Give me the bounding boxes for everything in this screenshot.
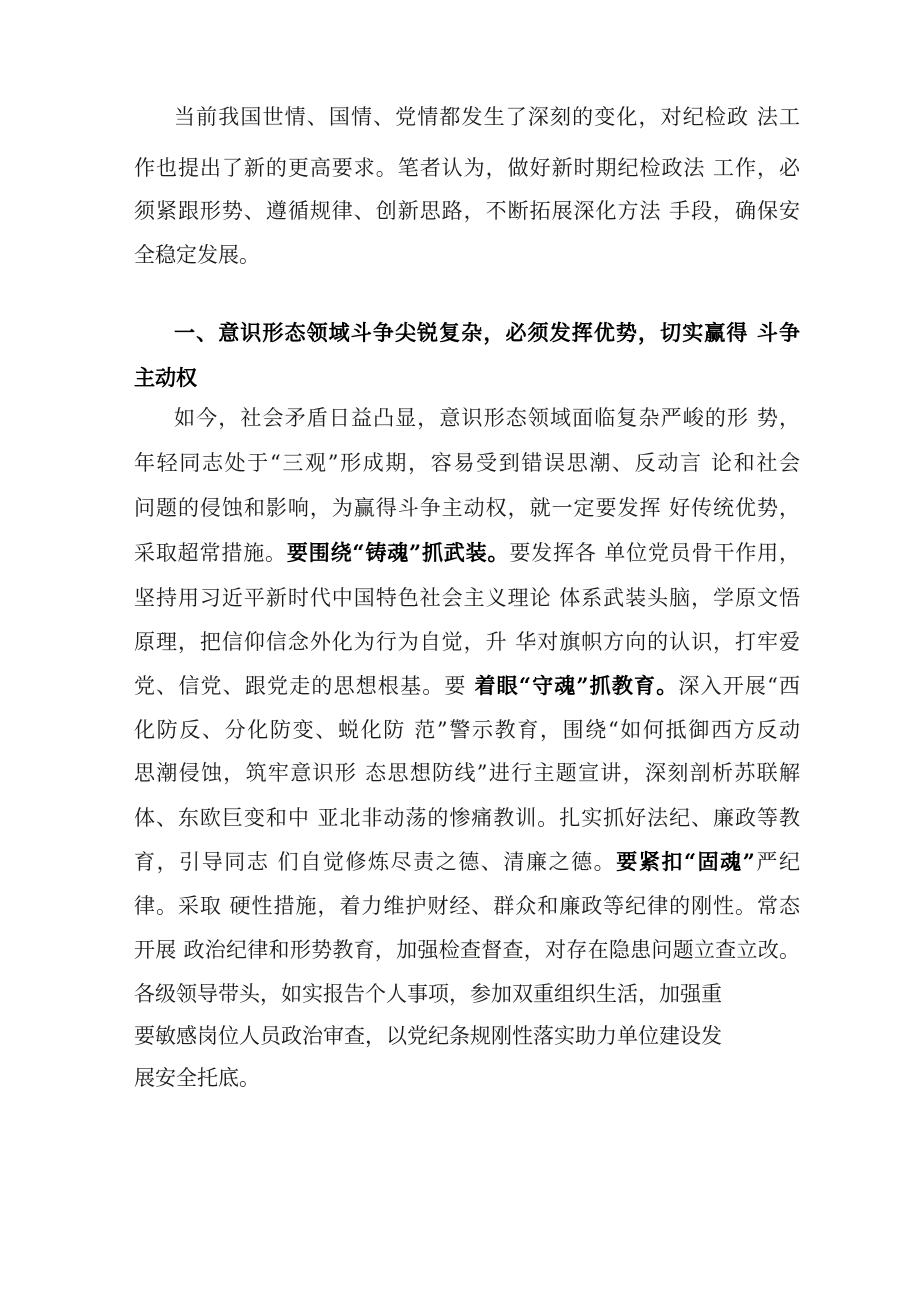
bold-text: 一、意识形态领域斗争尖锐复杂，必须发挥优势，切实赢得 斗争: [174, 320, 800, 345]
paragraph-line: [134, 450, 800, 476]
text-run: 采取超常措施。: [134, 541, 287, 565]
section-heading-line: [174, 320, 800, 346]
paragraph-line: [134, 981, 722, 1007]
text-run: 原理，把信仰信念外化为行为自觉，升 华对旗帜方向的认识，打牢爱: [134, 630, 800, 654]
paragraph-line: [134, 155, 800, 181]
paragraph-line: [134, 893, 800, 919]
paragraph-line: [134, 1023, 722, 1049]
text-run: 化防反、分化防变、蜕化防 范”警示教育，围绕“如何抵御西方反动: [134, 718, 800, 742]
paragraph-line: [134, 629, 800, 655]
bold-text: 要紧扣“固魂”: [616, 849, 755, 874]
paragraph-line: [134, 673, 800, 699]
text-run: 展安全托底。: [134, 1066, 260, 1090]
text-run: 开展 政治纪律和形势教育，加强检查督查，对存在隐患问题立查立改。: [134, 938, 800, 962]
text-run: 要敏感岗位人员政治审查，以党纪条规刚性落实助力单位建设发: [134, 1024, 722, 1048]
paragraph-line: [134, 495, 800, 521]
text-run: 年轻同志处于“三观”形成期，容易受到错误思潮、反动言 论和社会: [134, 451, 800, 475]
paragraph-line: [134, 849, 800, 875]
paragraph-line: [134, 760, 800, 786]
text-run: 党、信党、跟党走的思想根基。要: [134, 674, 475, 698]
text-run: 问题的侵蚀和影响，为赢得斗争主动权，就一定要发挥 好传统优势，: [134, 496, 800, 520]
paragraph-line: [134, 937, 800, 963]
text-run: 体、东欧巨变和中 亚北非动荡的惨痛教训。扎实抓好法纪、廉政等教: [134, 806, 800, 830]
text-run: 思潮侵蚀，筑牢意识形 态思想防线”进行主题宣讲，深刻剖析苏联解: [134, 761, 800, 785]
text-run: 如今，社会矛盾日益凸显，意识形态领域面临复杂严峻的形 势，: [174, 406, 800, 430]
paragraph-line: [134, 540, 800, 566]
paragraph-line: [134, 805, 800, 831]
paragraph-line: [134, 585, 800, 611]
bold-text: 着眼“守魂”抓教育。: [474, 673, 679, 698]
text-run: 律。采取 硬性措施，着力维护财经、群众和廉政等纪律的刚性。常态: [134, 894, 800, 918]
text-run: 须紧跟形势、遵循规律、创新思路，不断拓展深化方法 手段，确保安: [134, 199, 800, 223]
paragraph-line: [174, 104, 800, 130]
section-heading-line: [134, 365, 197, 391]
bold-text: 主动权: [134, 365, 197, 390]
paragraph-line: [174, 405, 800, 431]
text-run: 当前我国世情、国情、党情都发生了深刻的变化，对纪检政 法工: [174, 105, 800, 129]
paragraph-line: [134, 1065, 260, 1091]
text-run: 全稳定发展。: [134, 243, 260, 267]
paragraph-line: [134, 242, 260, 268]
paragraph-line: [134, 198, 800, 224]
text-run: 各级领导带头，如实报告个人事项，参加双重组织生活，加强重: [134, 982, 722, 1006]
text-run: 严纪: [754, 850, 800, 874]
bold-text: 要围绕“铸魂”抓武装。: [286, 540, 510, 565]
text-run: 要发挥各 单位党员骨干作用，: [509, 541, 800, 565]
paragraph-line: [134, 717, 800, 743]
text-run: 深入开展“西: [678, 674, 800, 698]
text-run: 育，引导同志 们自觉修炼尽责之德、清廉之德。: [134, 850, 617, 874]
text-run: 坚持用习近平新时代中国特色社会主义理论 体系武装头脑，学原文悟: [134, 586, 800, 610]
text-run: 作也提出了新的更高要求。笔者认为，做好新时期纪检政法 工作，必: [134, 156, 800, 180]
